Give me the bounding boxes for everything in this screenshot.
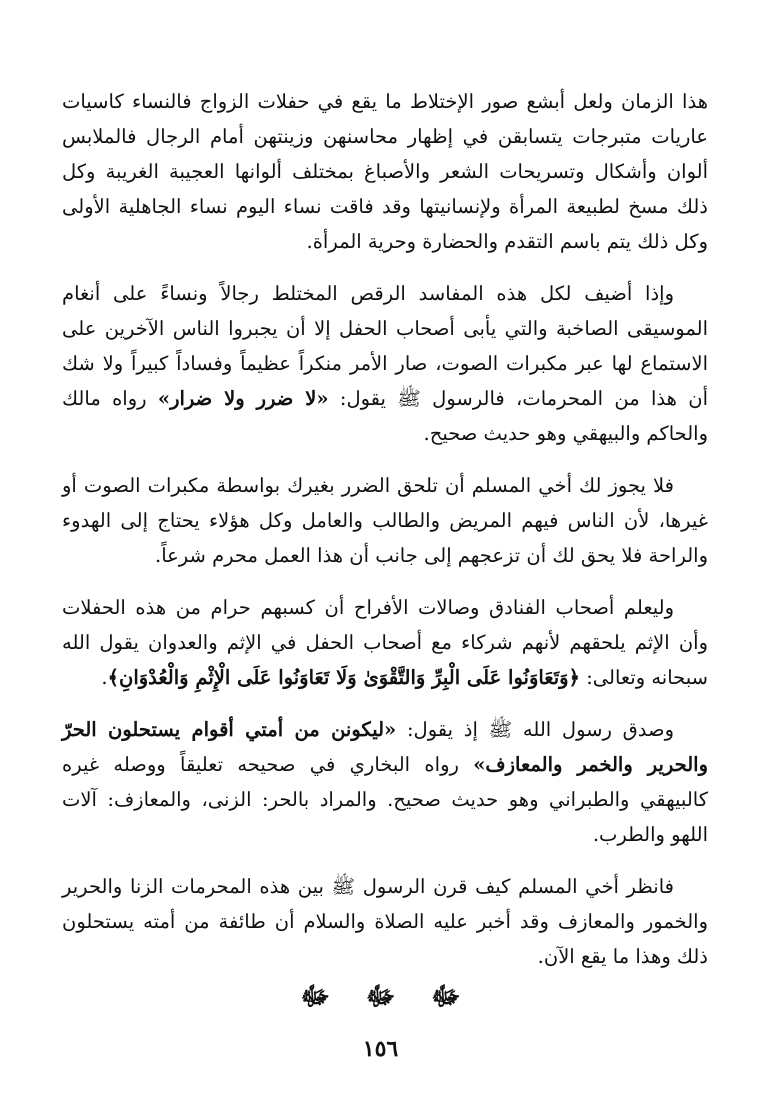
paragraph-text: رواه البخاري في صحيحه تعليقاً ووصله غيره كالبيهقي والطبراني وهو حديث صحيح. والمراد بالحر: الزنى، والمعازف: آلات اللهو والطرب.	[62, 753, 708, 846]
paragraph	[62, 712, 708, 852]
ornament-icon: ﷻ	[300, 982, 330, 1012]
paragraph-text: هذا الزمان ولعل أبشع صور الإختلاط ما يقع في حفلات الزواج فالنساء كاسيات عاريات متبرجات يتسابقن في إظهار محاسنهن وزينتهن أمام الرجال فالملابس ألوان وأشكال وتسريحات الشعر والأصباغ بمختلف ألوانها العجيبة الغريبة وكل ذلك مسخ لطبيعة المرأة ولإنسانيتها وقد فاقت نساء اليوم نساء الجاهلية الأولى وكل ذلك يتم باسم التقدم والحضارة وحرية المرأة.	[62, 90, 708, 253]
page-number: ١٥٦	[362, 1036, 399, 1062]
paragraph	[62, 468, 708, 573]
section-divider-ornaments	[0, 980, 761, 1018]
paragraph-text: وإذا أضيف لكل هذه المفاسد الرقص المختلط رجالاً ونساءً على أنغام الموسيقى الصاخبة والتي يأبى أصحاب الحفل إلا أن يجبروا الناس الآخرين على الاستماع لها عبر مكبرات الصوت، صار الأمر منكراً عظيماً وفساداً كبيراً ولا شك أن هذا من المحرمات، فالرسول ﷺ يقول:	[62, 282, 708, 410]
paragraph	[62, 276, 708, 451]
paragraph	[62, 84, 708, 259]
page-body	[62, 84, 708, 991]
paragraph-text: .	[101, 666, 108, 689]
ornament-icon: ﷻ	[431, 982, 461, 1012]
paragraph	[62, 869, 708, 974]
paragraph-text: وصدق رسول الله ﷺ إذ يقول:	[396, 718, 675, 741]
quoted-text: «ليكونن من أمتي أقوام يستحلون الحرّ والحرير والخمر والمعازف»	[62, 718, 709, 776]
quoted-text: ﴿وَتَعَاوَنُوا عَلَى الْبِرِّ وَالتَّقْوَىٰ وَلَا تَعَاوَنُوا عَلَى الْإِثْمِ وَالْعُدْوَانِ﴾	[107, 666, 580, 689]
paragraph	[62, 590, 708, 695]
paragraph-text: رواه مالك والحاكم والبيهقي وهو حديث صحيح.	[62, 387, 708, 445]
quoted-text: «لا ضرر ولا ضرار»	[157, 387, 329, 410]
paragraph-text: وليعلم أصحاب الفنادق وصالات الأفراح أن كسبهم حرام من هذه الحفلات وأن الإثم يلحقهم لأنهم شركاء مع أصحاب الحفل في الإثم والعدوان يقول الله سبحانه وتعالى:	[62, 596, 708, 689]
ornament-icon: ﷻ	[365, 982, 396, 1012]
paragraph-text: فانظر أخي المسلم كيف قرن الرسول ﷺ بين هذه المحرمات الزنا والحرير والخمور والمعازف وقد أخبر عليه الصلاة والسلام أن طائفة من أمته يستحلون ذلك وهذا ما يقع الآن.	[62, 875, 708, 968]
paragraph-text: فلا يجوز لك أخي المسلم أن تلحق الضرر بغيرك بواسطة مكبرات الصوت أو غيرها، لأن الناس فيهم المريض والطالب والعامل وكل هؤلاء يحتاج إلى الهدوء والراحة فلا يحق لك أن تزعجهم إلى جانب أن هذا العمل محرم شرعاً.	[62, 474, 708, 567]
